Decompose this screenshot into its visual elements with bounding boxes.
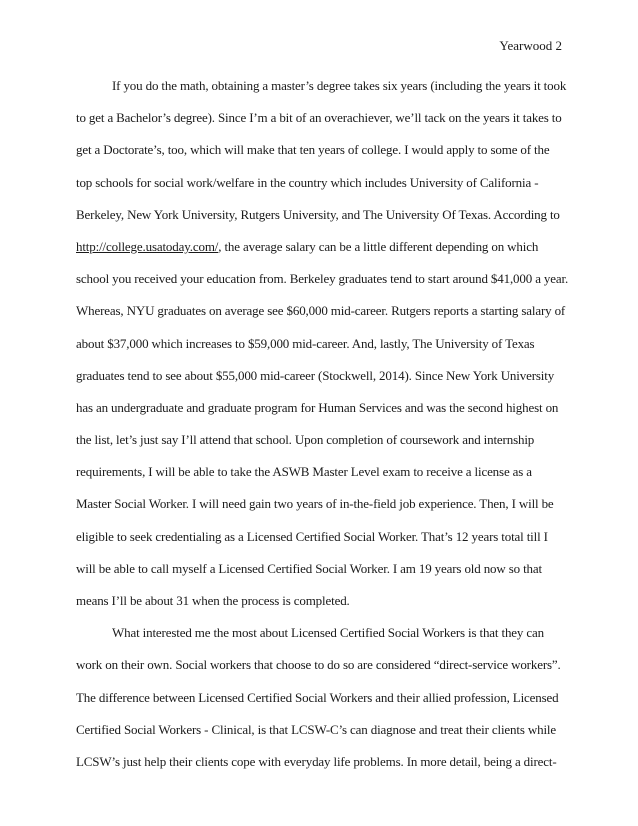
running-head: Yearwood 2 bbox=[499, 38, 562, 53]
paragraph-1-line-17: means I’ll be about 31 when the process is completed. bbox=[76, 593, 350, 608]
paragraph-1-line-14: Master Social Worker. I will need gain two years of in-the-field job experience. Then, I will be bbox=[76, 496, 554, 512]
paragraph-1-line-8: Whereas, NYU graduates on average see $60,000 mid-career. Rutgers reports a starting salary of bbox=[76, 303, 566, 319]
paragraph-2-line-2: work on their own. Social workers that choose to do so are considered “direct-service workers”. bbox=[76, 657, 561, 673]
paragraph-1-line-2: to get a Bachelor’s degree). Since I’m a bit of an overachiever, we’ll tack on the years it takes to bbox=[76, 110, 562, 126]
paragraph-1-line-7: school you received your education from. Berkeley graduates tend to start around $41,000 a year. bbox=[76, 271, 569, 287]
paragraph-2-line-3: The difference between Licensed Certified Social Workers and their allied profession, Licensed bbox=[76, 689, 559, 705]
paragraph-1-line-15: eligible to seek credentialing as a Licensed Certified Social Worker. That’s 12 years total till I bbox=[76, 528, 548, 544]
paragraph-1-line-3: get a Doctorate’s, too, which will make that ten years of college. I would apply to some of the bbox=[76, 142, 550, 158]
body-text bbox=[76, 70, 569, 778]
paragraph-1-line-4: top schools for social work/welfare in the country which includes University of California - bbox=[76, 174, 539, 190]
paragraph-1-line-10: graduates tend to see about $55,000 mid-career (Stockwell, 2014). Since New York University bbox=[76, 367, 555, 383]
paragraph-1-line-9: about $37,000 which increases to $59,000 mid-career. And, lastly, The University of Texas bbox=[76, 335, 535, 351]
paragraph-1-line-13: requirements, I will be able to take the ASWB Master Level exam to receive a license as a bbox=[76, 464, 532, 480]
usatoday-link[interactable]: http://college.usatoday.com/ bbox=[76, 238, 219, 254]
paragraph-1-line-6 bbox=[76, 231, 562, 263]
paragraph-2-line-5: LCSW’s just help their clients cope with everyday life problems. In more detail, being a direct- bbox=[76, 753, 557, 769]
paragraph-1-line-11: has an undergraduate and graduate program for Human Services and was the second highest on bbox=[76, 399, 559, 415]
paragraph-2-line-4: Certified Social Workers - Clinical, is that LCSW-C’s can diagnose and treat their clients while bbox=[76, 721, 557, 737]
paragraph-1-line-5: Berkeley, New York University, Rutgers University, and The University Of Texas. According to bbox=[76, 206, 560, 222]
paragraph-1-line-12: the list, let’s just say I’ll attend that school. Upon completion of coursework and internship bbox=[76, 432, 535, 448]
paragraph-1-line-6-text: , the average salary can be a little different depending on which bbox=[218, 238, 539, 254]
paragraph-1-line-1: If you do the math, obtaining a master’s degree takes six years (including the years it took bbox=[112, 78, 567, 93]
paragraph-2-line-1: What interested me the most about Licensed Certified Social Workers is that they can bbox=[112, 625, 544, 641]
paragraph-1-line-16: will be able to call myself a Licensed Certified Social Worker. I am 19 years old now so that bbox=[76, 560, 542, 576]
